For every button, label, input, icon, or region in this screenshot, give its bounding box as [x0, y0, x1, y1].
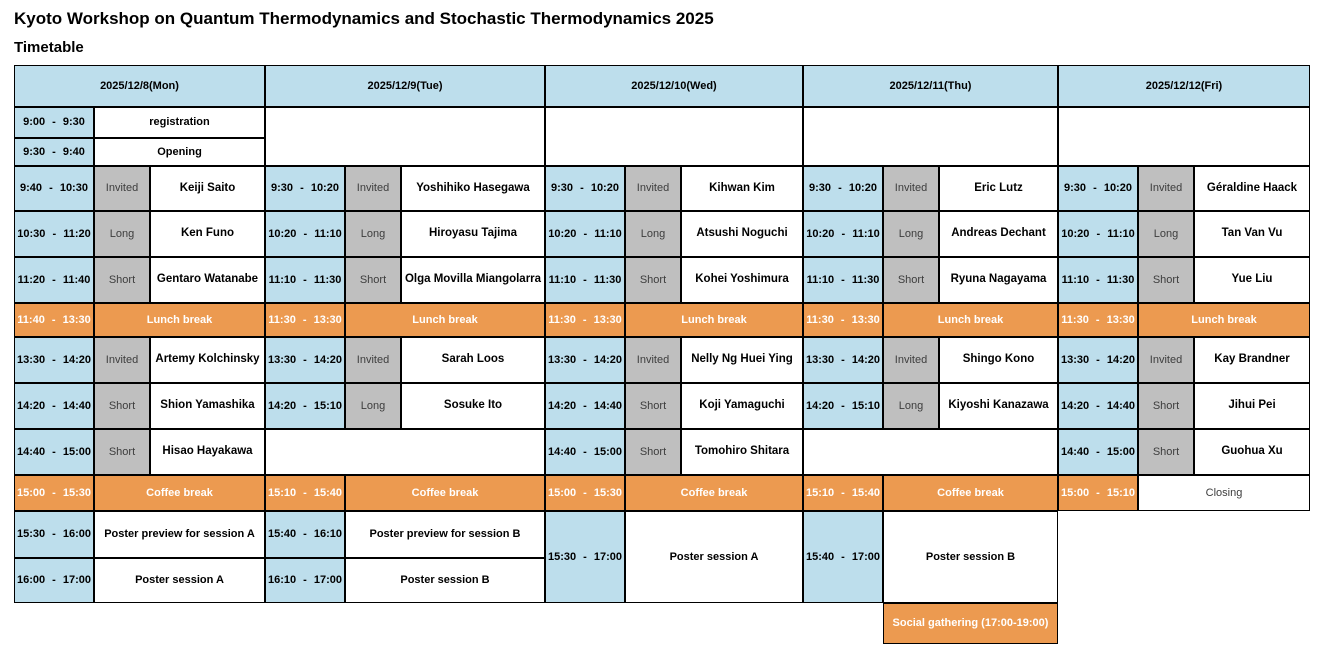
- speaker-cell: Keiji Saito: [150, 166, 265, 211]
- time-cell: 14:20 - 14:40: [1058, 383, 1138, 429]
- talk-type-cell: Invited: [625, 337, 681, 383]
- talk-type-cell: Long: [345, 383, 401, 429]
- time-cell: 10:20 - 11:10: [265, 211, 345, 257]
- speaker-cell: Nelly Ng Huei Ying: [681, 337, 803, 383]
- lunch-break-cell: Lunch break: [625, 303, 803, 337]
- talk-type-cell: Long: [625, 211, 681, 257]
- day-column-thu: [803, 65, 1058, 644]
- time-cell: 9:30 - 10:20: [803, 166, 883, 211]
- coffee-break-cell: Coffee break: [625, 475, 803, 511]
- day-column-wed: [545, 65, 803, 644]
- speaker-cell: Artemy Kolchinsky: [150, 337, 265, 383]
- speaker-cell: Kay Brandner: [1194, 337, 1310, 383]
- talk-type-cell: Invited: [94, 337, 150, 383]
- talk-type-cell: Short: [1138, 429, 1194, 475]
- speaker-cell: Andreas Dechant: [939, 211, 1058, 257]
- speaker-cell: Shingo Kono: [939, 337, 1058, 383]
- time-cell: 15:00 - 15:10: [1058, 475, 1138, 511]
- speaker-cell: Yue Liu: [1194, 257, 1310, 303]
- talk-type-cell: Invited: [1138, 337, 1194, 383]
- day-header: 2025/12/8(Mon): [14, 65, 265, 107]
- day-column-tue: [265, 65, 545, 644]
- speaker-cell: Tan Van Vu: [1194, 211, 1310, 257]
- time-cell: 9:30 - 10:20: [265, 166, 345, 211]
- empty-cell: [803, 429, 1058, 475]
- talk-type-cell: Short: [625, 383, 681, 429]
- speaker-cell: Kihwan Kim: [681, 166, 803, 211]
- time-cell: 16:10 - 17:00: [265, 558, 345, 603]
- empty-cell: [545, 107, 803, 166]
- speaker-cell: Shion Yamashika: [150, 383, 265, 429]
- talk-type-cell: Long: [883, 383, 939, 429]
- time-cell: 11:30 - 13:30: [545, 303, 625, 337]
- time-cell: 9:40 - 10:30: [14, 166, 94, 211]
- timetable: [14, 65, 1310, 644]
- speaker-cell: Koji Yamaguchi: [681, 383, 803, 429]
- talk-type-cell: Long: [1138, 211, 1194, 257]
- talk-type-cell: Short: [625, 257, 681, 303]
- empty-area: [14, 603, 265, 644]
- time-cell: 9:30 - 10:20: [1058, 166, 1138, 211]
- time-cell: 13:30 - 14:20: [545, 337, 625, 383]
- day-header: 2025/12/9(Tue): [265, 65, 545, 107]
- session-cell: Opening: [94, 138, 265, 166]
- day-column-fri: [1058, 65, 1310, 644]
- speaker-cell: Eric Lutz: [939, 166, 1058, 211]
- speaker-cell: Kiyoshi Kanazawa: [939, 383, 1058, 429]
- lunch-break-cell: Lunch break: [883, 303, 1058, 337]
- poster-session-cell: Poster session B: [345, 558, 545, 603]
- time-cell: 9:00 - 9:30: [14, 107, 94, 138]
- time-cell: 10:30 - 11:20: [14, 211, 94, 257]
- time-cell: 14:40 - 15:00: [545, 429, 625, 475]
- empty-area: [265, 603, 545, 644]
- empty-cell: [265, 429, 545, 475]
- day-header: 2025/12/10(Wed): [545, 65, 803, 107]
- talk-type-cell: Invited: [345, 166, 401, 211]
- speaker-cell: Géraldine Haack: [1194, 166, 1310, 211]
- time-cell: 14:20 - 14:40: [545, 383, 625, 429]
- poster-session-cell: Poster session A: [94, 558, 265, 603]
- talk-type-cell: Short: [1138, 257, 1194, 303]
- time-cell: 15:40 - 17:00: [803, 511, 883, 603]
- talk-type-cell: Short: [94, 429, 150, 475]
- time-cell: 11:20 - 11:40: [14, 257, 94, 303]
- talk-type-cell: Long: [345, 211, 401, 257]
- time-cell: 11:40 - 13:30: [14, 303, 94, 337]
- time-cell: 11:30 - 13:30: [265, 303, 345, 337]
- time-cell: 15:40 - 16:10: [265, 511, 345, 558]
- talk-type-cell: Invited: [1138, 166, 1194, 211]
- coffee-break-cell: Coffee break: [345, 475, 545, 511]
- empty-cell: [1058, 107, 1310, 166]
- time-cell: 13:30 - 14:20: [803, 337, 883, 383]
- page-title: Kyoto Workshop on Quantum Thermodynamics and Stochastic Thermodynamics 2025: [14, 9, 714, 28]
- time-cell: 14:20 - 14:40: [14, 383, 94, 429]
- empty-area: [1058, 511, 1310, 644]
- empty-cell: [265, 107, 545, 166]
- time-cell: 14:40 - 15:00: [1058, 429, 1138, 475]
- lunch-break-cell: Lunch break: [94, 303, 265, 337]
- poster-session-cell: Poster session B: [883, 511, 1058, 603]
- poster-session-cell: Poster preview for session A: [94, 511, 265, 558]
- speaker-cell: Ken Funo: [150, 211, 265, 257]
- speaker-cell: Tomohiro Shitara: [681, 429, 803, 475]
- time-cell: 9:30 - 10:20: [545, 166, 625, 211]
- time-cell: 13:30 - 14:20: [265, 337, 345, 383]
- speaker-cell: Sosuke Ito: [401, 383, 545, 429]
- speaker-cell: Hisao Hayakawa: [150, 429, 265, 475]
- time-cell: 15:00 - 15:30: [545, 475, 625, 511]
- speaker-cell: Jihui Pei: [1194, 383, 1310, 429]
- time-cell: 13:30 - 14:20: [1058, 337, 1138, 383]
- time-cell: 10:20 - 11:10: [545, 211, 625, 257]
- time-cell: 10:20 - 11:10: [1058, 211, 1138, 257]
- speaker-cell: Gentaro Watanabe: [150, 257, 265, 303]
- speaker-cell: Atsushi Noguchi: [681, 211, 803, 257]
- social-gathering-cell: Social gathering (17:00-19:00): [883, 603, 1058, 644]
- time-cell: 15:30 - 17:00: [545, 511, 625, 603]
- empty-area: [803, 603, 883, 644]
- time-cell: 9:30 - 9:40: [14, 138, 94, 166]
- time-cell: 15:00 - 15:30: [14, 475, 94, 511]
- talk-type-cell: Short: [625, 429, 681, 475]
- talk-type-cell: Short: [345, 257, 401, 303]
- speaker-cell: Guohua Xu: [1194, 429, 1310, 475]
- speaker-cell: Olga Movilla Miangolarra: [401, 257, 545, 303]
- time-cell: 14:40 - 15:00: [14, 429, 94, 475]
- lunch-break-cell: Lunch break: [1138, 303, 1310, 337]
- time-cell: 11:30 - 13:30: [803, 303, 883, 337]
- empty-area: [545, 603, 803, 644]
- talk-type-cell: Invited: [94, 166, 150, 211]
- talk-type-cell: Invited: [883, 337, 939, 383]
- speaker-cell: Hiroyasu Tajima: [401, 211, 545, 257]
- time-cell: 11:30 - 13:30: [1058, 303, 1138, 337]
- poster-session-cell: Poster preview for session B: [345, 511, 545, 558]
- time-cell: 14:20 - 15:10: [803, 383, 883, 429]
- time-cell: 11:10 - 11:30: [803, 257, 883, 303]
- time-cell: 14:20 - 15:10: [265, 383, 345, 429]
- coffee-break-cell: Coffee break: [94, 475, 265, 511]
- closing-cell: Closing: [1138, 475, 1310, 511]
- speaker-cell: Kohei Yoshimura: [681, 257, 803, 303]
- talk-type-cell: Long: [883, 211, 939, 257]
- timetable-heading: Timetable: [14, 39, 84, 56]
- talk-type-cell: Short: [94, 257, 150, 303]
- time-cell: 15:10 - 15:40: [265, 475, 345, 511]
- time-cell: 13:30 - 14:20: [14, 337, 94, 383]
- talk-type-cell: Long: [94, 211, 150, 257]
- speaker-cell: Ryuna Nagayama: [939, 257, 1058, 303]
- empty-cell: [803, 107, 1058, 166]
- time-cell: 15:30 - 16:00: [14, 511, 94, 558]
- talk-type-cell: Short: [883, 257, 939, 303]
- time-cell: 16:00 - 17:00: [14, 558, 94, 603]
- speaker-cell: Yoshihiko Hasegawa: [401, 166, 545, 211]
- time-cell: 15:10 - 15:40: [803, 475, 883, 511]
- talk-type-cell: Invited: [883, 166, 939, 211]
- talk-type-cell: Short: [94, 383, 150, 429]
- lunch-break-cell: Lunch break: [345, 303, 545, 337]
- talk-type-cell: Invited: [345, 337, 401, 383]
- talk-type-cell: Invited: [625, 166, 681, 211]
- talk-type-cell: Short: [1138, 383, 1194, 429]
- time-cell: 11:10 - 11:30: [1058, 257, 1138, 303]
- time-cell: 11:10 - 11:30: [545, 257, 625, 303]
- time-cell: 11:10 - 11:30: [265, 257, 345, 303]
- day-header: 2025/12/11(Thu): [803, 65, 1058, 107]
- time-cell: 10:20 - 11:10: [803, 211, 883, 257]
- speaker-cell: Sarah Loos: [401, 337, 545, 383]
- poster-session-cell: Poster session A: [625, 511, 803, 603]
- session-cell: registration: [94, 107, 265, 138]
- coffee-break-cell: Coffee break: [883, 475, 1058, 511]
- day-column-mon: [14, 65, 265, 644]
- day-header: 2025/12/12(Fri): [1058, 65, 1310, 107]
